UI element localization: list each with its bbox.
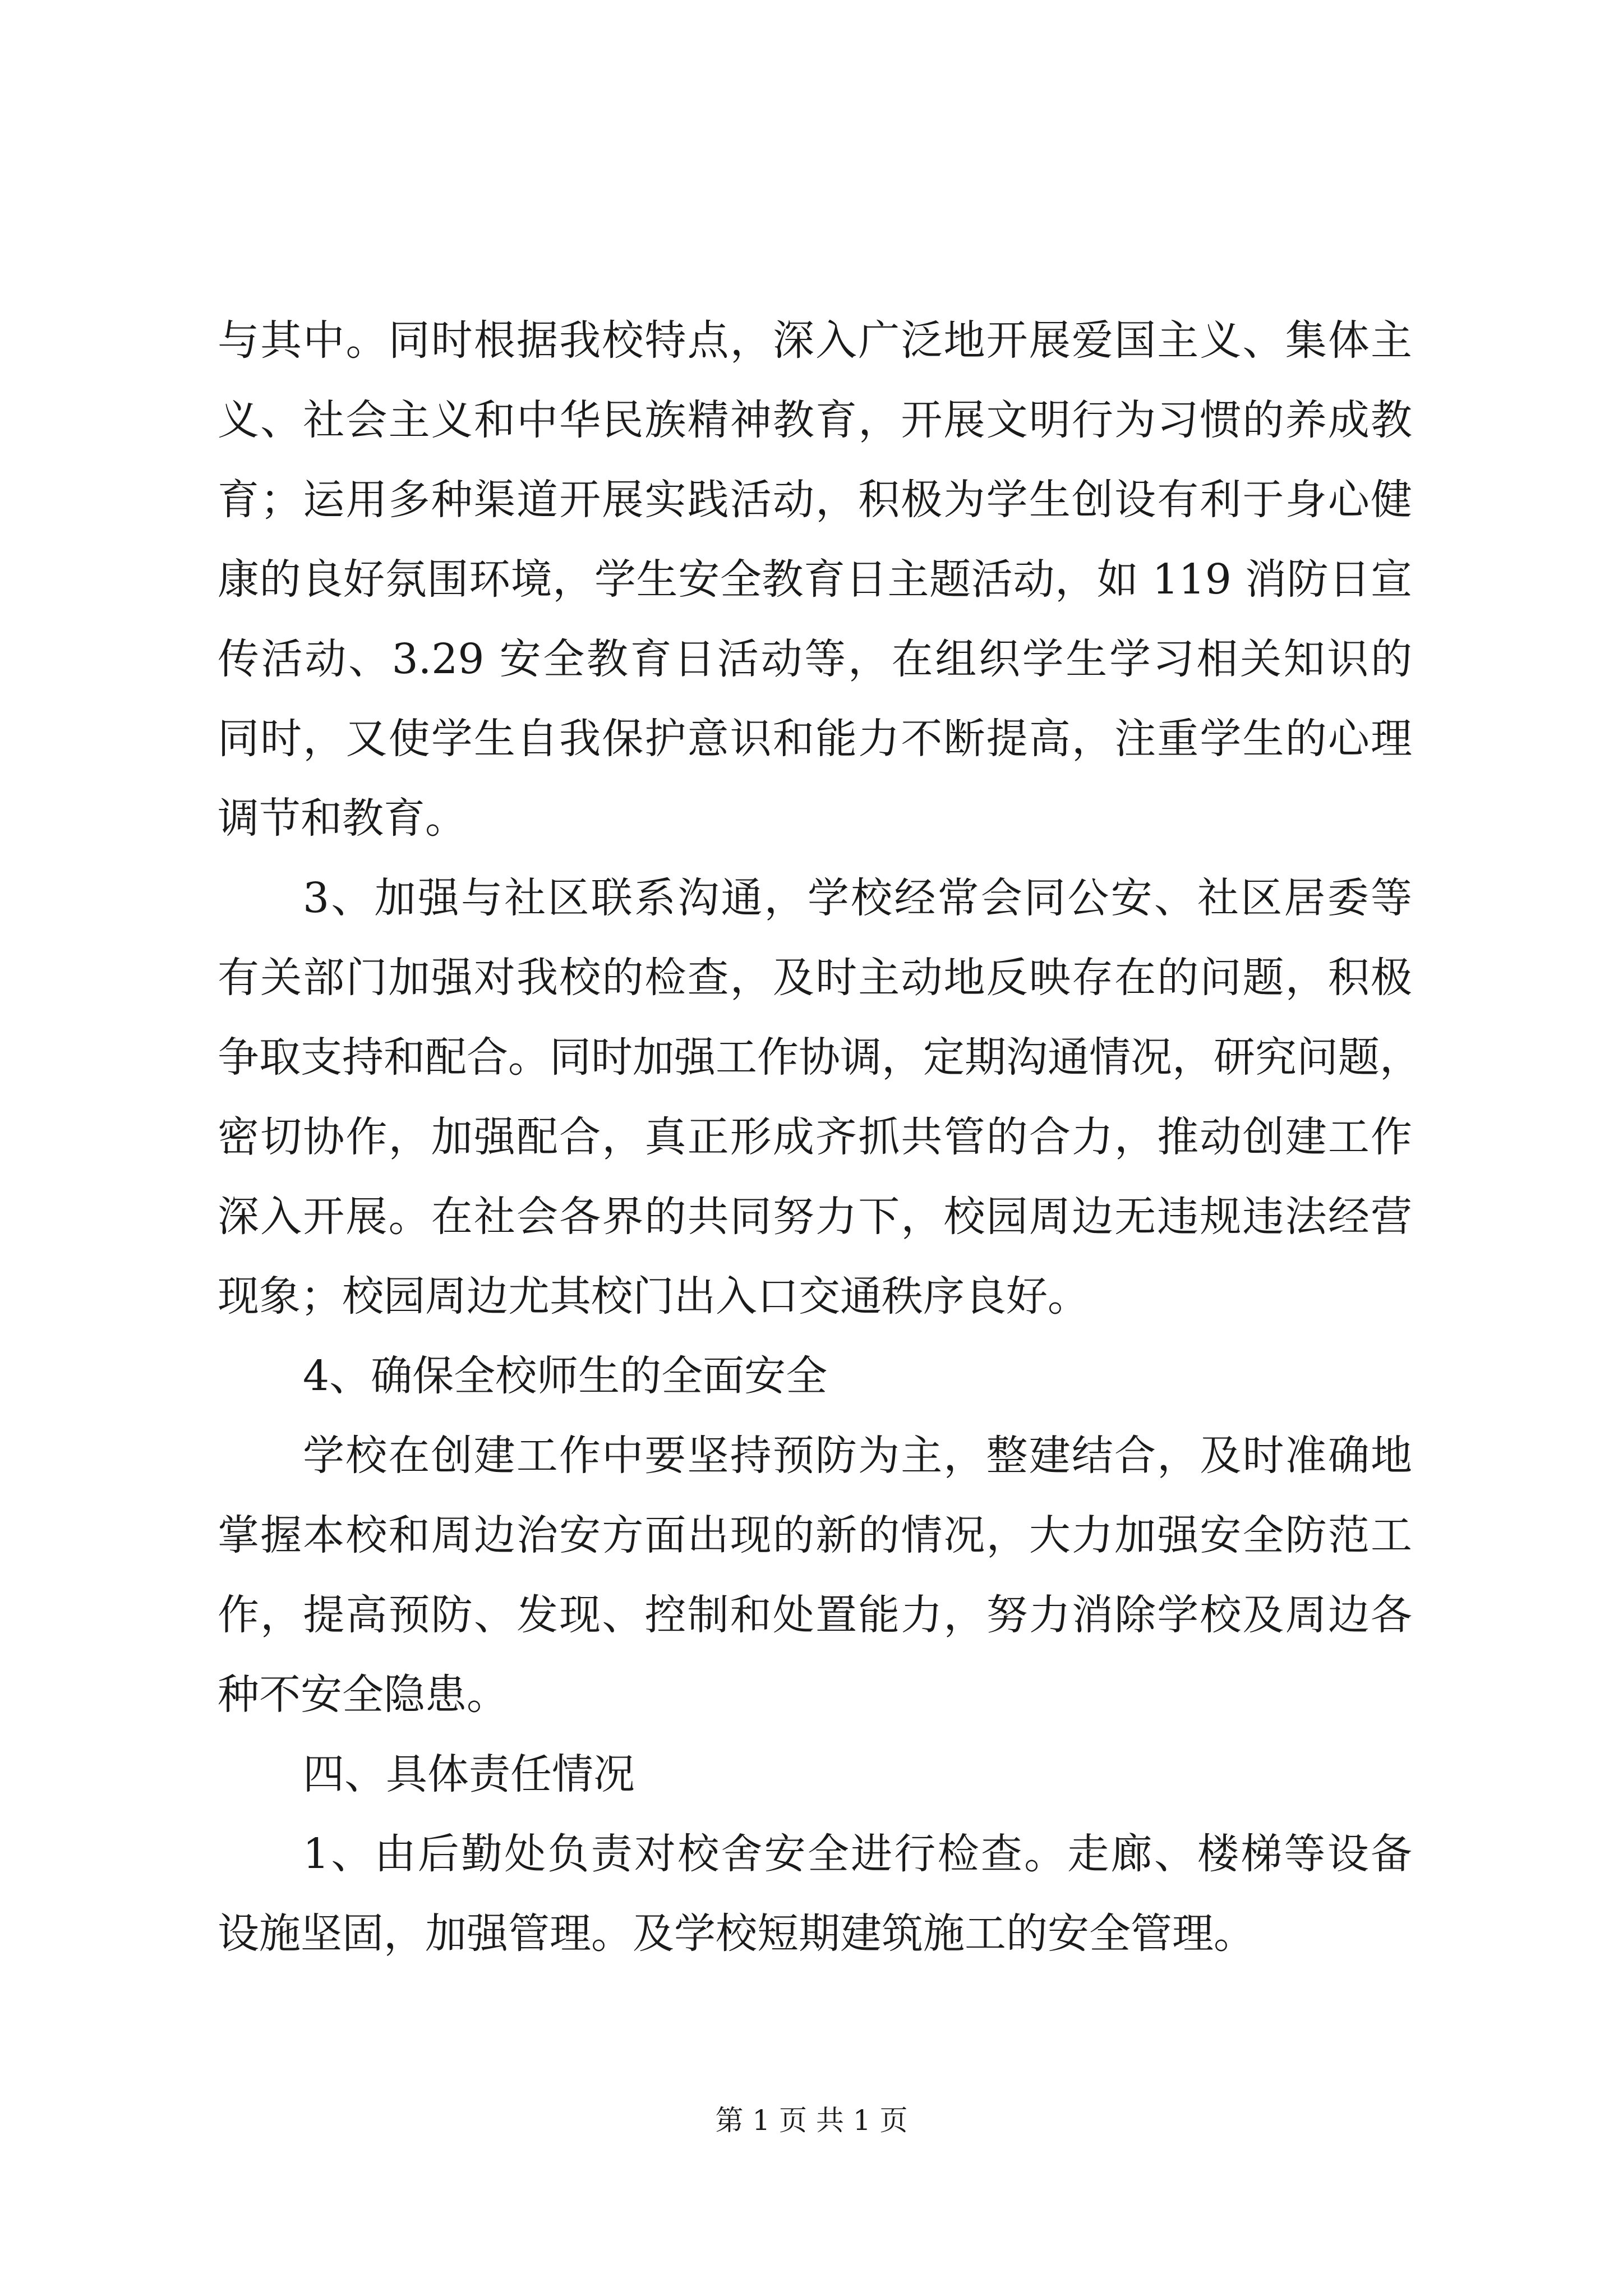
document-body — [218, 301, 1421, 1973]
text-line: 深入开展。在社会各界的共同努力下，校园周边无违规违法经营 — [218, 1193, 1412, 1241]
text-line: 与其中。同时根据我校特点，深入广泛地开展爱国主义、集体主 — [218, 316, 1412, 365]
text-line: 设施坚固，加强管理。及学校短期建筑施工的安全管理。 — [218, 1910, 1255, 1958]
text-line: 1、由后勤处负责对校舍安全进行检查。走廊、楼梯等设备 — [303, 1830, 1412, 1878]
text-line: 种不安全隐患。 — [218, 1671, 508, 1719]
text-line: 四、具体责任情况 — [303, 1750, 635, 1798]
text-line: 学校在创建工作中要坚持预防为主，整建结合，及时准确地 — [303, 1432, 1412, 1480]
text-line: 康的良好氛围环境，学生安全教育日主题活动，如 119 消防日宣 — [218, 555, 1412, 604]
text-line: 4、确保全校师生的全面安全 — [303, 1352, 828, 1400]
text-line: 争取支持和配合。同时加强工作协调，定期沟通情况，研究问题， — [218, 1033, 1421, 1082]
page-footer: 第 1 页 共 1 页 — [715, 2104, 908, 2137]
text-line: 现象；校园周边尤其校门出入口交通秩序良好。 — [218, 1272, 1089, 1320]
text-line: 同时，又使学生自我保护意识和能力不断提高，注重学生的心理 — [218, 715, 1412, 763]
text-line: 调节和教育。 — [218, 794, 467, 843]
text-line: 作，提高预防、发现、控制和处置能力，努力消除学校及周边各 — [218, 1591, 1412, 1639]
text-line: 育；运用多种渠道开展实践活动，积极为学生创设有利于身心健 — [218, 476, 1412, 524]
text-line: 有关部门加强对我校的检查，及时主动地反映存在的问题，积极 — [218, 954, 1412, 1002]
text-line: 掌握本校和周边治安方面出现的新的情况，大力加强安全防范工 — [218, 1511, 1412, 1559]
text-line: 3、加强与社区联系沟通，学校经常会同公安、社区居委等 — [303, 874, 1412, 922]
text-line: 密切协作，加强配合，真正形成齐抓共管的合力，推动创建工作 — [218, 1113, 1412, 1161]
text-line: 义、社会主义和中华民族精神教育，开展文明行为习惯的养成教 — [218, 396, 1412, 444]
text-line: 传活动、3.29 安全教育日活动等，在组织学生学习相关知识的 — [218, 635, 1412, 683]
